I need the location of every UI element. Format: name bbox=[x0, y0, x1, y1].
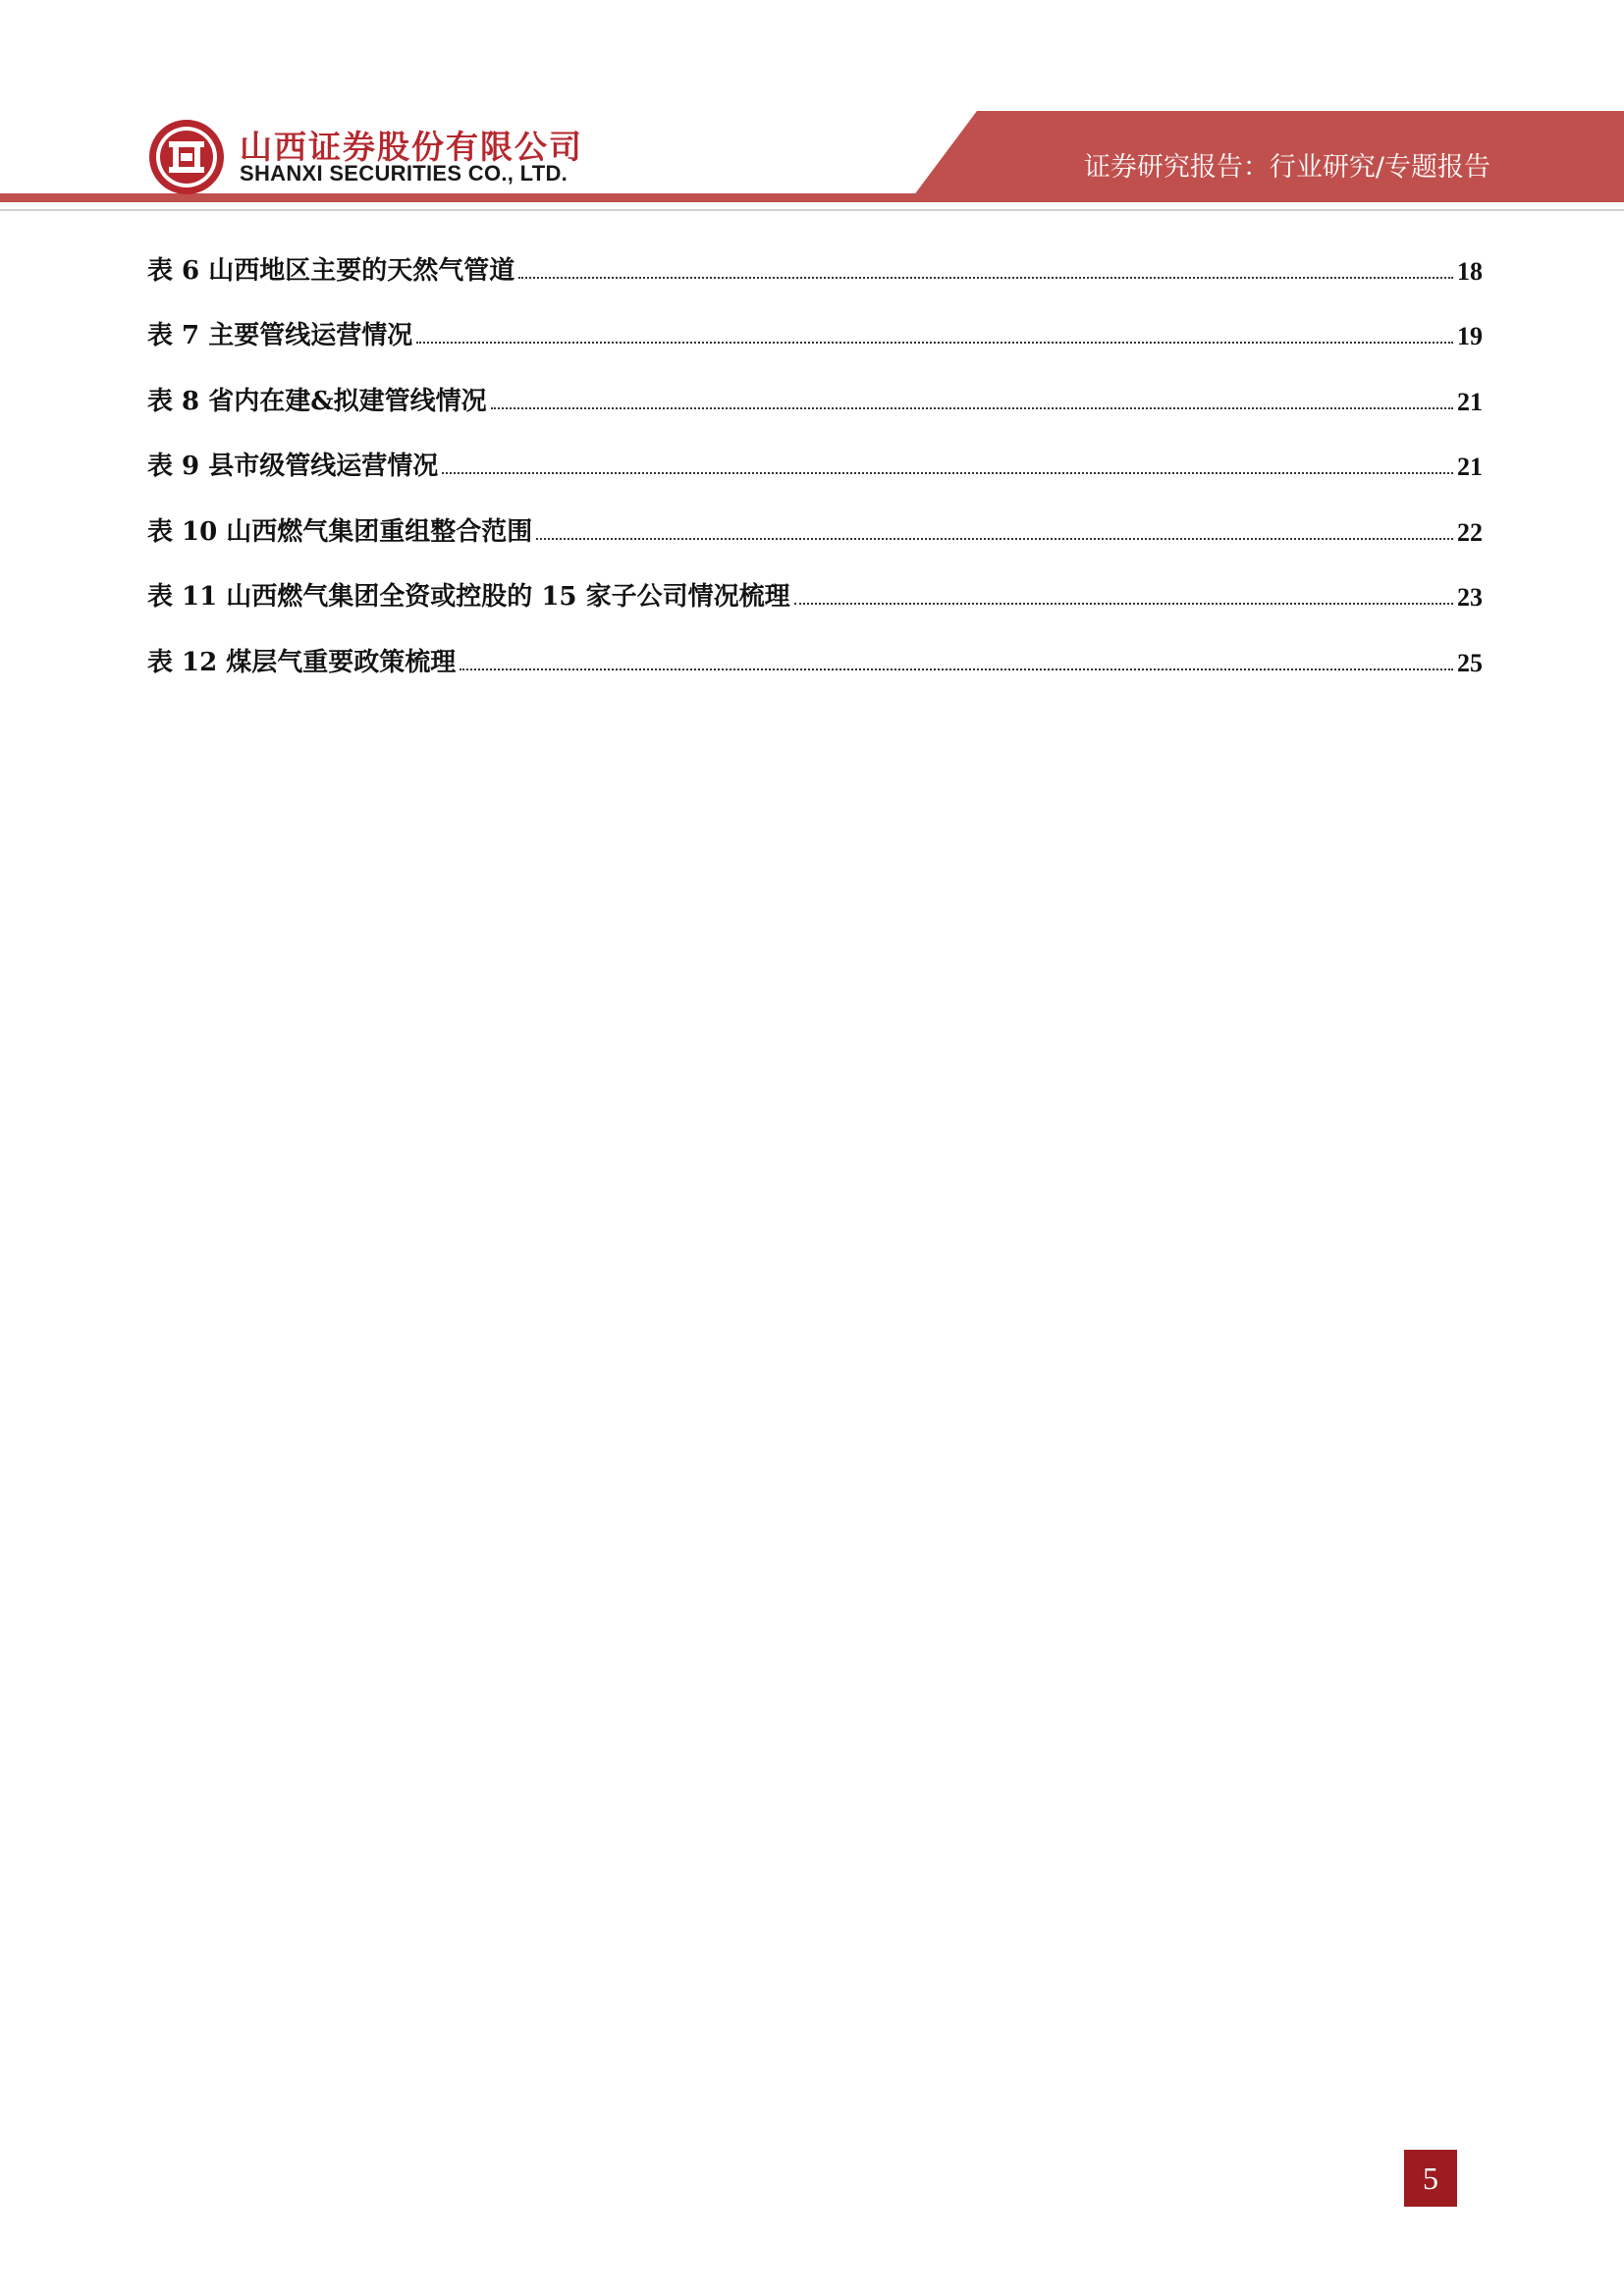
shanxi-securities-logo-icon bbox=[147, 118, 226, 196]
toc-entry[interactable] bbox=[147, 417, 1483, 483]
toc-entry-page: 19 bbox=[1457, 322, 1483, 350]
company-name-cn: 山西证券股份有限公司 bbox=[240, 128, 583, 166]
toc-entry-label: 表 8 省内在建&拟建管线情况 bbox=[147, 386, 487, 416]
toc-entry-page: 18 bbox=[1457, 256, 1483, 286]
toc-entry-label: 表 11 山西燃气集团全资或控股的 15 家子公司情况梳理 bbox=[147, 582, 790, 612]
toc-dot-leader bbox=[491, 407, 1453, 409]
toc-dot-leader bbox=[518, 277, 1453, 279]
toc-entry-label: 表 7 主要管线运营情况 bbox=[147, 321, 413, 350]
toc-entry-page: 21 bbox=[1457, 387, 1483, 416]
report-type-title: 证券研究报告：行业研究/专题报告 bbox=[1083, 152, 1490, 183]
page-number: 5 bbox=[1404, 2150, 1457, 2207]
toc-entry-page: 23 bbox=[1457, 583, 1483, 612]
toc-entry-label: 表 10 山西燃气集团重组整合范围 bbox=[147, 516, 533, 547]
toc-entry-label: 表 6 山西地区主要的天然气管道 bbox=[147, 255, 515, 286]
toc-entry[interactable] bbox=[147, 221, 1483, 287]
toc-entry-page: 25 bbox=[1457, 648, 1483, 677]
toc-dot-leader bbox=[794, 603, 1453, 605]
toc-dot-leader bbox=[460, 668, 1453, 670]
toc-entry[interactable] bbox=[147, 287, 1483, 352]
toc-dot-leader bbox=[416, 342, 1453, 344]
toc-dot-leader bbox=[536, 538, 1453, 540]
table-of-contents bbox=[147, 221, 1483, 678]
page-header bbox=[0, 0, 1624, 226]
toc-entry-page: 22 bbox=[1457, 517, 1483, 547]
toc-entry-label: 表 12 煤层气重要政策梳理 bbox=[147, 647, 457, 677]
toc-entry[interactable] bbox=[147, 351, 1483, 417]
company-name-en: SHANXI SECURITIES CO., LTD. bbox=[240, 161, 568, 186]
header-band bbox=[0, 0, 1624, 226]
toc-dot-leader bbox=[442, 472, 1453, 474]
toc-entry[interactable] bbox=[147, 613, 1483, 678]
toc-entry[interactable] bbox=[147, 548, 1483, 614]
toc-entry-page: 21 bbox=[1457, 453, 1483, 481]
toc-entry-label: 表 9 县市级管线运营情况 bbox=[147, 452, 439, 481]
toc-entry[interactable] bbox=[147, 482, 1483, 548]
